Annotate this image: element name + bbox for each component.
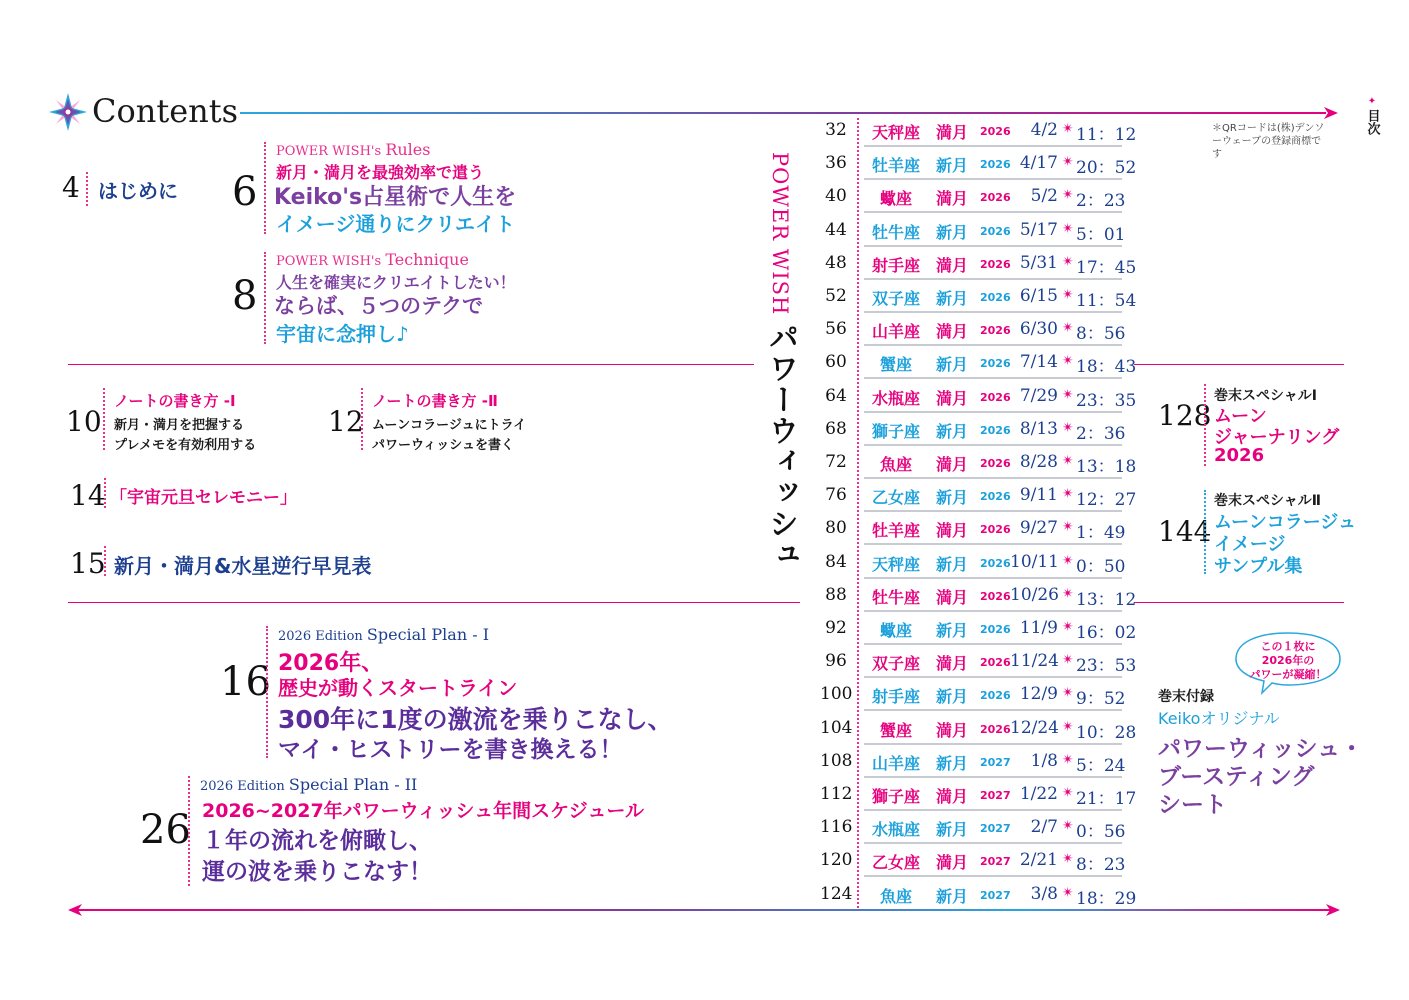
row-sign: 蟹座 (879, 355, 912, 375)
row-phase: 新月 (935, 687, 968, 707)
entry-line: 歴史が動くスタートライン (278, 676, 518, 700)
row-time: 2：23 (1076, 191, 1126, 212)
row-page-number: 36 (825, 153, 847, 174)
entry-line: サンプル集 (1214, 556, 1303, 577)
row-phase: 新月 (935, 554, 968, 574)
table-row[interactable] (820, 247, 1137, 280)
page-number: 144 (1158, 515, 1212, 548)
table-row[interactable] (820, 313, 1126, 346)
entry-line: イメージ (1214, 534, 1286, 555)
row-phase: 新月 (935, 621, 968, 640)
page-title: Contents (92, 92, 239, 130)
star-icon: ✴ (1062, 519, 1074, 536)
row-date: 8/13 (1019, 418, 1058, 439)
section-divider (1134, 364, 1344, 365)
star-icon: ✴ (1062, 320, 1074, 337)
row-phase: 満月 (935, 255, 968, 275)
vertical-kana-title: パワーウィッシュ (763, 322, 798, 570)
row-date: 4/2 (1030, 120, 1058, 140)
row-page-number: 64 (825, 385, 847, 406)
row-page-number: 100 (820, 684, 853, 705)
table-row[interactable] (820, 479, 1137, 512)
row-phase: 新月 (935, 488, 968, 508)
row-time: 13：12 (1076, 589, 1137, 610)
row-year: 2027 (980, 855, 1011, 869)
entry-line: 宇宙に念押し♪ (276, 322, 409, 346)
row-year: 2026 (980, 158, 1011, 172)
row-year: 2026 (980, 291, 1011, 304)
star-icon: ✴ (1062, 287, 1074, 303)
bubble-line: この１枚に (1260, 640, 1316, 653)
header-rule (240, 112, 1326, 114)
star-icon: ✴ (1062, 851, 1074, 868)
row-page-number: 92 (825, 618, 847, 638)
bubble-line: パワーが凝縮！ (1249, 668, 1327, 681)
row-year: 2026 (980, 656, 1011, 670)
arrow-right-icon (1326, 904, 1340, 916)
entry-line: 新月・満月を最強効率で遣う (276, 163, 485, 182)
row-page-number: 32 (825, 120, 847, 140)
table-row[interactable] (820, 712, 1137, 745)
dotted-divider (1204, 384, 1206, 466)
row-time: 1：49 (1076, 523, 1126, 544)
row-page-number: 96 (825, 651, 847, 672)
star-icon: ✴ (1062, 685, 1074, 702)
row-year: 2026 (980, 722, 1011, 736)
row-time: 0：56 (1076, 822, 1126, 843)
table-row[interactable] (820, 413, 1126, 446)
row-page-number: 48 (825, 252, 847, 273)
row-page-number: 44 (825, 219, 847, 240)
row-date: 6/30 (1019, 319, 1058, 340)
star-icon: ✴ (1062, 552, 1074, 569)
side-label: 目次 (1364, 109, 1380, 135)
row-phase: 満月 (935, 455, 968, 474)
star-icon: ✴ (1062, 453, 1074, 469)
arrow-right-icon (1324, 107, 1338, 119)
row-year: 2026 (980, 224, 1011, 238)
side-tab (1362, 96, 1382, 135)
row-time: 9：52 (1076, 689, 1126, 710)
star-icon: ✴ (1062, 253, 1074, 270)
row-page-number: 60 (825, 352, 847, 373)
page-number: 16 (220, 659, 271, 705)
row-phase: 満月 (935, 123, 968, 142)
table-row[interactable] (820, 645, 1137, 678)
entry-kicker: POWER WISH's Technique (276, 250, 469, 269)
row-phase: 新月 (935, 156, 968, 176)
page-number: 4 (62, 171, 80, 204)
row-sign: 牡羊座 (871, 521, 920, 541)
row-sign: 牡牛座 (871, 587, 920, 607)
row-page-number: 56 (825, 319, 847, 340)
star-icon: ✴ (1062, 386, 1074, 403)
row-sign: 山羊座 (871, 322, 920, 342)
row-sign: 射手座 (871, 687, 920, 707)
star-icon: ✴ (1062, 220, 1074, 237)
row-phase: 満月 (935, 388, 968, 408)
dotted-divider (266, 626, 268, 758)
row-time: 23：35 (1076, 390, 1137, 411)
row-date: 5/31 (1019, 252, 1058, 273)
star-icon: ✴ (1062, 751, 1074, 768)
dotted-divider (104, 546, 106, 576)
row-sign: 獅子座 (871, 787, 920, 806)
bubble-line: 2026年の (1261, 654, 1315, 667)
dotted-divider (264, 142, 266, 234)
row-year: 2026 (980, 324, 1011, 338)
row-year: 2026 (980, 357, 1011, 371)
row-date: 12/9 (1019, 684, 1058, 705)
page-number: 26 (140, 807, 191, 853)
entry-title[interactable]: 巻末スペシャルⅠ (1214, 388, 1317, 404)
vertical-latin-title: POWER WISH (768, 152, 792, 316)
entry-line: プレメモを有効利用する (114, 438, 257, 453)
dotted-divider (86, 172, 88, 206)
entry-title[interactable]: ノートの書き方 -Ⅱ (372, 392, 498, 410)
row-sign: 乙女座 (871, 488, 920, 508)
row-sign: 山羊座 (871, 753, 920, 773)
table-row[interactable] (820, 180, 1126, 213)
star-icon: ✴ (1062, 154, 1074, 171)
row-date: 5/17 (1019, 219, 1058, 240)
row-sign: 水瓶座 (871, 820, 920, 840)
row-year: 2027 (980, 789, 1011, 802)
row-time: 2：36 (1076, 423, 1126, 444)
row-page-number: 116 (820, 817, 853, 838)
table-row[interactable] (820, 512, 1126, 545)
entry-line: 新月・満月を把握する (114, 418, 245, 433)
compass-star-icon (48, 92, 88, 132)
row-phase: 満月 (935, 853, 968, 873)
row-time: 21：17 (1076, 789, 1137, 809)
row-page-number: 68 (825, 418, 847, 439)
row-phase: 新月 (935, 355, 968, 375)
dotted-divider (361, 388, 363, 450)
appendix-line: シート (1158, 792, 1227, 818)
entry-line: ムーン (1214, 406, 1267, 427)
row-sign: 魚座 (879, 455, 912, 474)
row-time: 10：28 (1076, 722, 1137, 743)
row-year: 2026 (980, 623, 1011, 636)
row-date: 9/11 (1019, 485, 1058, 506)
row-page-number: 88 (825, 584, 847, 605)
row-date: 2/21 (1019, 850, 1058, 871)
star-icon: ✴ (1062, 818, 1074, 835)
row-year: 2026 (980, 457, 1011, 470)
row-sign: 天秤座 (871, 554, 920, 574)
row-date: 4/17 (1019, 153, 1058, 174)
contents-header (48, 92, 1338, 132)
section-divider (1134, 602, 1344, 603)
table-row[interactable] (820, 214, 1126, 247)
row-sign: 水瓶座 (871, 388, 920, 408)
row-sign: 蠍座 (879, 189, 912, 209)
entry-line: 2026年、 (278, 651, 384, 676)
entry-kicker: POWER WISH's Rules (276, 140, 431, 159)
row-page-number: 124 (820, 883, 853, 904)
table-row[interactable] (820, 778, 1137, 811)
table-row[interactable] (820, 745, 1126, 778)
star-icon: ✴ (1062, 585, 1074, 602)
page-number: 8 (232, 273, 258, 319)
bottom-rule (68, 904, 1340, 916)
row-page-number: 80 (825, 518, 847, 539)
table-row[interactable] (820, 446, 1137, 479)
row-date: 11/9 (1019, 618, 1058, 638)
star-icon: ✴ (1062, 884, 1074, 901)
page-number: 128 (1158, 399, 1212, 432)
row-date: 1/22 (1019, 784, 1058, 804)
entry-title[interactable]: 新月・満月&水星逆行早見表 (114, 554, 372, 578)
row-phase: 満月 (935, 521, 968, 541)
entry-line: イメージ通りにクリエイト (276, 212, 515, 236)
entry-line: １年の流れを俯瞰し、 (202, 828, 432, 854)
row-time: 16：02 (1076, 623, 1137, 643)
row-year: 2026 (980, 390, 1011, 404)
row-time: 8：23 (1076, 855, 1126, 876)
star-icon: ✴ (1062, 652, 1074, 669)
row-year: 2026 (980, 689, 1011, 703)
row-date: 11/24 (1010, 651, 1059, 672)
row-year: 2026 (980, 125, 1011, 138)
row-year: 2026 (980, 191, 1011, 205)
star-icon: ✴ (1062, 121, 1074, 137)
entry-line: 運の波を乗りこなす！ (202, 859, 432, 885)
star-icon: ✴ (1062, 785, 1074, 801)
row-year: 2026 (980, 257, 1011, 271)
row-time: 8：56 (1076, 324, 1126, 345)
entry-line: ムーンコラージュ (1214, 512, 1357, 533)
row-page-number: 120 (820, 850, 853, 871)
entry-line: 人生を確実にクリエイトしたい！ (276, 273, 516, 292)
section-divider (68, 364, 754, 365)
row-phase: 満月 (935, 189, 968, 209)
star-icon: ✴ (1062, 353, 1074, 370)
row-date: 2/7 (1030, 817, 1058, 838)
entry-title[interactable]: 2026~2027年パワーウィッシュ年間スケジュール (202, 800, 645, 822)
row-date: 1/8 (1030, 750, 1058, 771)
row-date: 12/24 (1010, 717, 1059, 738)
appendix-line: Keikoオリジナル (1158, 709, 1280, 728)
page-number: 15 (70, 547, 106, 580)
row-date: 6/15 (1019, 286, 1058, 306)
row-date: 9/27 (1019, 518, 1058, 539)
row-page-number: 72 (825, 452, 847, 472)
row-date: 7/29 (1019, 385, 1058, 406)
row-phase: 新月 (935, 886, 968, 906)
row-phase: 満月 (935, 720, 968, 740)
dotted-divider (264, 252, 266, 344)
row-year: 2026 (980, 490, 1011, 504)
star-icon: ✴ (1062, 419, 1074, 436)
appendix-title[interactable]: パワーウィッシュ・ (1158, 736, 1364, 762)
row-page-number: 112 (820, 784, 853, 804)
row-sign: 魚座 (879, 886, 912, 906)
entry-title[interactable]: 「宇宙元旦セレモニー」 (110, 488, 297, 508)
table-row[interactable] (820, 346, 1137, 379)
row-year: 2026 (980, 423, 1011, 437)
row-year: 2026 (980, 523, 1011, 537)
dotted-divider (188, 776, 190, 886)
row-date: 3/8 (1030, 883, 1058, 904)
row-date: 7/14 (1019, 352, 1058, 373)
row-time: 18：43 (1076, 357, 1137, 378)
row-time: 20：52 (1076, 158, 1137, 179)
entry-title[interactable]: Keiko's占星術で人生を (274, 185, 517, 210)
row-year: 2027 (980, 888, 1011, 902)
table-row[interactable] (820, 678, 1126, 711)
row-phase: 満月 (935, 322, 968, 342)
entry-line: マイ・ヒストリーを書き換える！ (278, 737, 623, 763)
dotted-divider (1204, 490, 1206, 574)
speech-bubble (1232, 630, 1344, 688)
entry-title[interactable]: 300年に1度の激流を乗りこなし、 (278, 705, 673, 734)
row-sign: 双子座 (871, 654, 920, 674)
row-page-number: 40 (825, 186, 847, 207)
star-icon: ✦ (1367, 96, 1377, 107)
star-icon: ✴ (1062, 187, 1074, 204)
row-year: 2026 (980, 556, 1011, 570)
row-time: 17：45 (1076, 257, 1137, 278)
row-date: 10/26 (1010, 584, 1059, 605)
table-row[interactable] (820, 114, 1137, 147)
row-time: 11：12 (1076, 125, 1137, 145)
row-time: 11：54 (1076, 291, 1137, 311)
entry-kicker: 2026 Edition Special Plan - II (200, 775, 418, 794)
table-row[interactable] (820, 811, 1126, 844)
row-sign: 牡牛座 (871, 222, 920, 242)
entry-line: ムーンコラージュにトライ (372, 418, 527, 433)
row-phase: 新月 (935, 222, 968, 242)
row-sign: 蠍座 (879, 621, 912, 640)
row-time: 5：24 (1076, 755, 1126, 776)
entry-line: パワーウィッシュを書く (372, 438, 514, 453)
entry-title[interactable]: はじめに (98, 179, 178, 203)
star-icon: ✴ (1062, 619, 1074, 635)
row-phase: 新月 (935, 820, 968, 840)
row-time: 5：01 (1076, 224, 1126, 245)
table-row[interactable] (820, 844, 1126, 877)
row-page-number: 76 (825, 485, 847, 506)
row-phase: 新月 (935, 753, 968, 773)
row-year: 2026 (980, 589, 1011, 603)
page-number: 12 (328, 405, 364, 438)
table-row[interactable] (820, 579, 1137, 612)
entry-line: 2026 (1214, 445, 1265, 466)
entry-title[interactable]: ノートの書き方 -Ⅰ (114, 392, 236, 410)
row-sign: 牡羊座 (871, 156, 920, 176)
appendix-label: 巻末付録 (1158, 689, 1214, 705)
row-time: 18：29 (1076, 888, 1137, 909)
entry-title[interactable]: 巻末スペシャルⅡ (1214, 493, 1321, 509)
row-phase: 新月 (935, 289, 968, 308)
page-number: 10 (66, 405, 102, 438)
row-year: 2027 (980, 822, 1011, 836)
table-row[interactable] (820, 380, 1137, 413)
star-icon: ✴ (1062, 718, 1074, 735)
table-row[interactable] (820, 280, 1137, 313)
row-time: 13：18 (1076, 457, 1137, 477)
row-date: 10/11 (1010, 551, 1059, 572)
row-sign: 双子座 (871, 289, 920, 308)
entry-kicker: 2026 Edition Special Plan - I (278, 625, 490, 644)
row-sign: 蟹座 (879, 720, 912, 740)
row-year: 2027 (980, 755, 1011, 769)
row-phase: 満月 (935, 787, 968, 806)
row-sign: 天秤座 (871, 123, 920, 142)
row-sign: 獅子座 (871, 421, 920, 441)
dotted-divider (104, 478, 106, 508)
table-row[interactable] (820, 612, 1137, 645)
table-row[interactable] (820, 546, 1126, 579)
row-time: 23：53 (1076, 656, 1137, 677)
entry-line: ジャーナリング (1214, 427, 1340, 448)
row-page-number: 108 (820, 750, 853, 771)
row-page-number: 52 (825, 286, 847, 306)
table-row[interactable] (820, 147, 1137, 180)
appendix-line: ブースティング (1158, 764, 1315, 790)
row-time: 0：50 (1076, 556, 1126, 577)
row-date: 8/28 (1019, 452, 1058, 472)
row-sign: 乙女座 (871, 853, 920, 873)
page-number: 6 (232, 169, 258, 215)
qr-note: ＊QRコードは(株)デンソーウェーブの登録商標です (1212, 123, 1325, 160)
page-number: 14 (70, 479, 106, 512)
dotted-divider (103, 388, 105, 450)
row-page-number: 104 (820, 717, 853, 738)
section-divider (68, 602, 800, 603)
row-phase: 満月 (935, 587, 968, 607)
row-sign: 射手座 (871, 255, 920, 275)
row-phase: 新月 (935, 421, 968, 441)
row-phase: 満月 (935, 654, 968, 674)
row-date: 5/2 (1030, 186, 1058, 207)
row-page-number: 84 (825, 551, 847, 572)
row-time: 12：27 (1076, 490, 1137, 511)
star-icon: ✴ (1062, 486, 1074, 503)
entry-title[interactable]: ならば、５つのテクで (274, 294, 484, 318)
